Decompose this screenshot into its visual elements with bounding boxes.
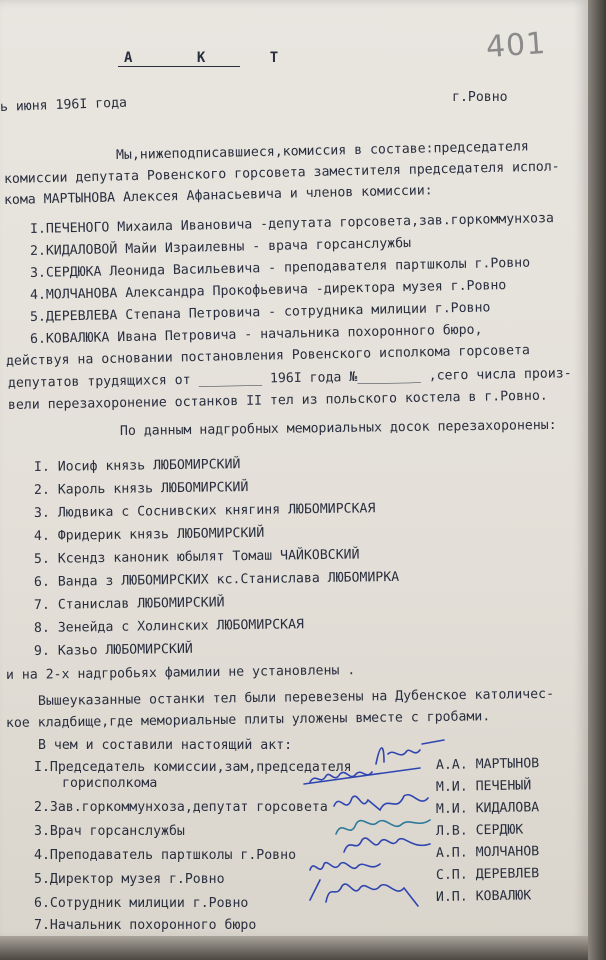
intro-line: Мы,нижеподписавшиеся,комиссия в составе:председателя bbox=[115, 139, 529, 163]
basis-line: вели перезахоронение останков II тел из польского костела в г.Ровно. bbox=[7, 388, 548, 413]
signatory-role: 7.Начальник похоронного бюро bbox=[34, 918, 257, 933]
document-title: А К Т bbox=[124, 50, 307, 66]
reburied-entry: 6. Ванда з ЛЮБОМИРСКИХ кс.Станислава ЛЮБОМИРКА bbox=[33, 569, 400, 590]
transfer-line: кое кладбище,где мемориальные плиты уложены вместе с гробами. bbox=[5, 709, 491, 731]
page-edge-shadow bbox=[588, 0, 606, 960]
signatory-role: 3.Врач горсанслужбы bbox=[34, 824, 185, 839]
section-heading: По данным надгробных мемориальных досок перезахоронены: bbox=[119, 417, 557, 439]
signatory-name: А.П. МОЛЧАНОВ bbox=[435, 844, 540, 861]
reburied-entry: 2. Кароль князь ЛЮБОМИРСКИЙ bbox=[33, 480, 249, 498]
signatory-role: 6.Сотрудник милиции г.Ровно bbox=[34, 896, 249, 911]
signatory-role: 2.Зав.горкоммунхоза,депутат горсовета bbox=[34, 800, 328, 815]
signatory-role: 5.Директор музея г.Ровно bbox=[34, 872, 225, 887]
commission-member: 5.ДЕРЕВЛЕВА Степана Петровича - сотрудника милиции г.Ровно bbox=[29, 300, 491, 325]
closing-line: В чем и составили настоящий акт: bbox=[38, 738, 293, 753]
signatory-role: I.Председатель комиссии,зам,председателя bbox=[34, 760, 352, 775]
commission-member: 3.СЕРДЮКА Леонида Васильевича - преподавателя партшколы г.Ровно bbox=[29, 255, 531, 281]
reburied-entry: 7. Станислав ЛЮБОМИРСКИЙ bbox=[33, 595, 225, 613]
signatory-name: Л.В. СЕРДЮК bbox=[435, 822, 524, 839]
document-date: ь июня 196I года bbox=[0, 95, 128, 115]
signatory-name: А.А. МАРТЫНОВ bbox=[435, 756, 540, 773]
document-city: г.Ровно bbox=[452, 90, 508, 105]
commission-member: 2.КИДАЛОВОЙ Майи Израилевны - врача горсанслужбы bbox=[29, 236, 412, 259]
signatory-name: М.И. ПЕЧЕНЫЙ bbox=[435, 778, 532, 795]
signatory-role: 4.Преподаватель партшколы г.Ровно bbox=[34, 848, 297, 863]
intro-line: кома МАРТЫНОВА Алексея Афанасьевича и членов комиссии: bbox=[3, 183, 433, 208]
reburied-entry: I. Иосиф князь ЛЮБОМИРСКИЙ bbox=[33, 457, 241, 475]
reburied-entry: 8. Зенейда с Холинских ЛЮБОМИРСКАЯ bbox=[33, 617, 305, 636]
signatory-name: С.П. ДЕРЕВЛЕВ bbox=[435, 866, 540, 883]
pencil-page-number: 401 bbox=[484, 25, 548, 66]
title-underline bbox=[118, 66, 240, 67]
signature-kovalyuk bbox=[306, 872, 436, 912]
commission-member: I.ПЕЧЕНОГО Михаила Ивановича -депутата горсовета,зав.горкоммунхоза bbox=[29, 211, 555, 237]
signatory-name: И.П. КОВАЛЮК bbox=[435, 888, 532, 905]
reburied-entry: 4. Фридерик князь ЛЮБОМИРСКИЙ bbox=[33, 525, 265, 544]
reburied-entry: 3. Людвика с Соснивских княгиня ЛЮБОМИРСКАЯ bbox=[33, 501, 376, 521]
commission-member: 4.МОЛЧАНОВА Александра Прокофьевича -директора музея г.Ровно bbox=[29, 278, 507, 303]
basis-line: действуя на основании постановления Ровенского исполкома горсовета bbox=[5, 343, 531, 369]
unidentified-note: и на 2-х надгробьях фамилии не установлены . bbox=[5, 663, 356, 683]
signatory-role: горисполкома bbox=[62, 776, 158, 791]
commission-member: 6.КОВАЛЮКА Ивана Петровича - начальника похоронного бюро, bbox=[29, 322, 483, 347]
intro-line: комиссии депутата Ровенского горсовета заместителя председателя испол- bbox=[3, 159, 560, 187]
signatory-name: М.И. КИДАЛОВА bbox=[435, 800, 540, 817]
basis-line: депутатов трудящихся от ________ 196I года №________ ,сего числа произ- bbox=[7, 366, 572, 391]
reburied-entry: 5. Ксендз каноник юбылят Томаш ЧАЙКОВСКИЙ bbox=[33, 547, 360, 567]
reburied-entry: 9. Казьо ЛЮБОМИРСКИЙ bbox=[33, 641, 193, 659]
transfer-line: Вышеуказанные останки тел были перевезены на Дубенское католичес- bbox=[37, 686, 555, 709]
